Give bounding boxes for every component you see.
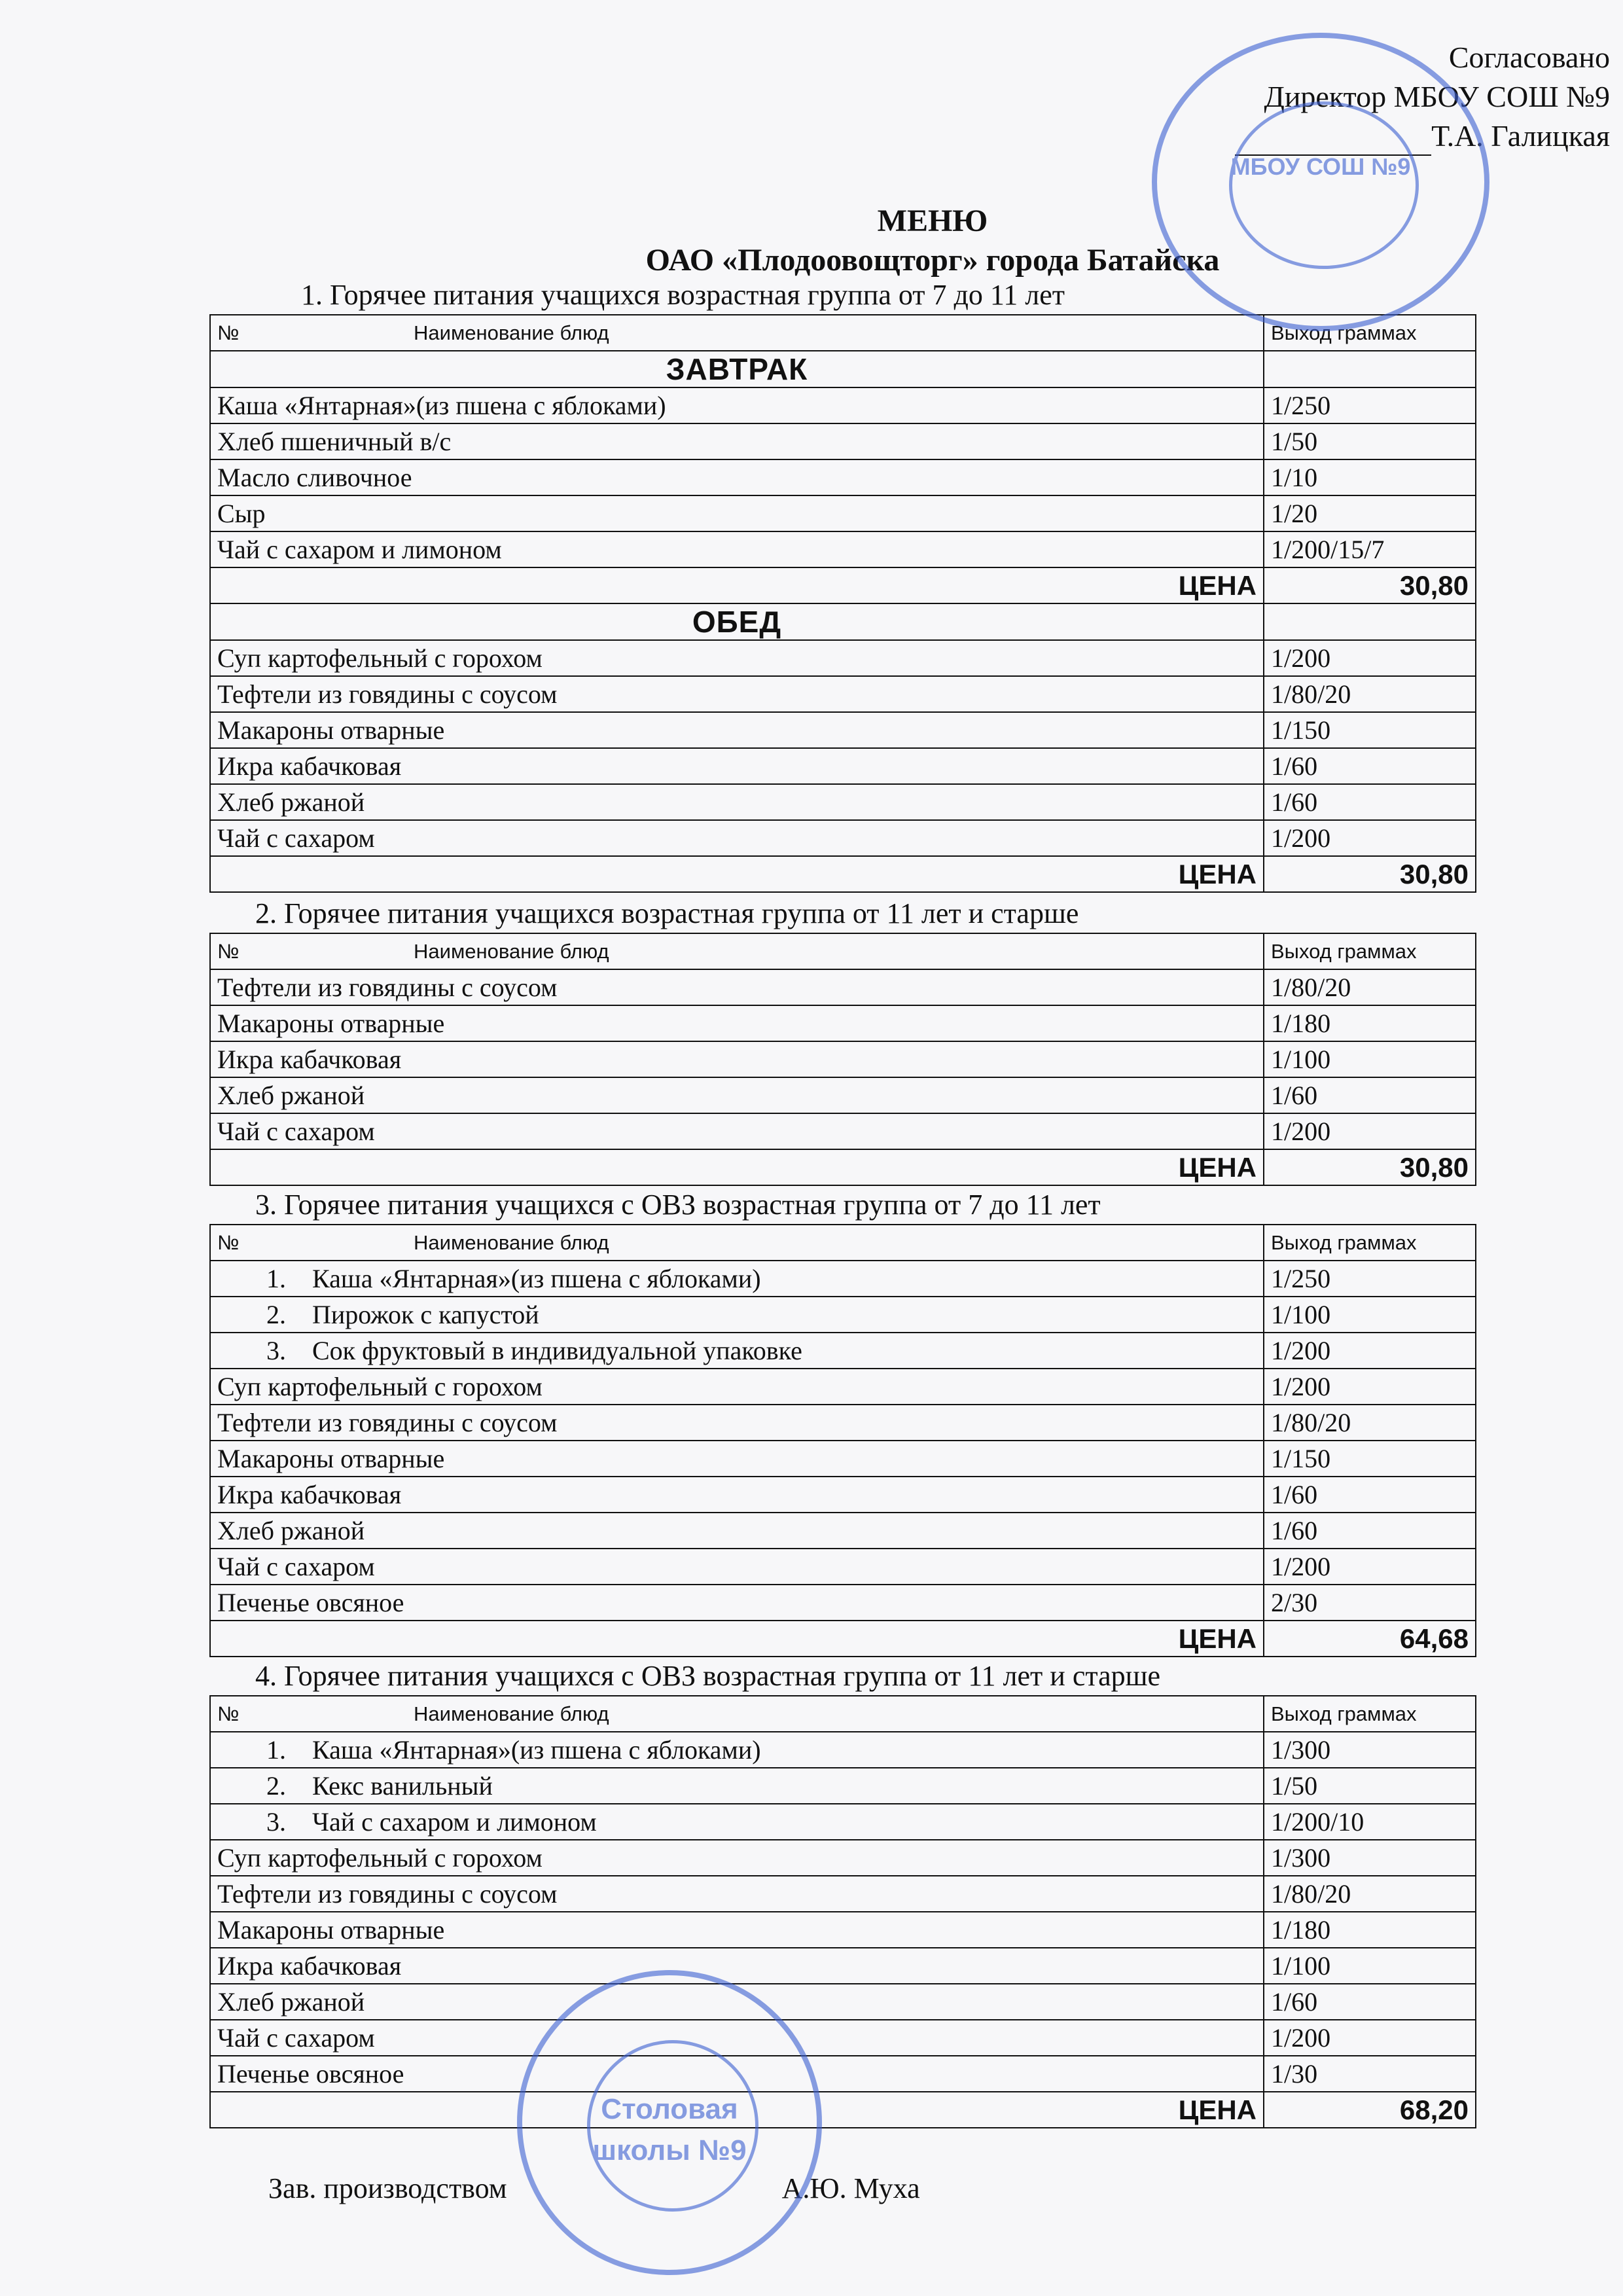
dish-name: Макароны отварные — [210, 712, 1264, 748]
dish-name: Чай с сахаром — [210, 820, 1264, 856]
dish-output: 1/150 — [1264, 1441, 1476, 1477]
header-output: Выход граммах — [1264, 933, 1476, 969]
dish-output: 1/50 — [1264, 1768, 1476, 1804]
dish-output: 1/80/20 — [1264, 1405, 1476, 1441]
header-dish-name: Наименование блюд — [414, 1230, 609, 1254]
price-label: ЦЕНА — [210, 2092, 1264, 2128]
table-row — [210, 676, 1476, 712]
item-index: 1. — [266, 1735, 286, 1765]
table-row — [210, 784, 1476, 820]
table-row — [210, 387, 1476, 423]
canteen-seal-line2: школы №9 — [592, 2134, 747, 2166]
table-row — [210, 423, 1476, 459]
table-row — [210, 1549, 1476, 1585]
table-row — [210, 1585, 1476, 1621]
header-dish-name: Наименование блюд — [414, 939, 609, 963]
dish-output: 1/150 — [1264, 712, 1476, 748]
table-row — [210, 1369, 1476, 1405]
dish-output: 1/80/20 — [1264, 1876, 1476, 1912]
price-label: ЦЕНА — [210, 1149, 1264, 1185]
school-seal-text: МБОУ СОШ №9 — [1230, 153, 1411, 180]
price-label: ЦЕНА — [210, 856, 1264, 892]
section-2-heading: 2. Горячее питания учащихся возрастная группа от 11 лет и старше — [255, 897, 1079, 929]
dish-name: Хлеб ржаной — [210, 784, 1264, 820]
table-row — [210, 1876, 1476, 1912]
footer-role: Зав. производством — [268, 2172, 507, 2204]
table-header-row — [210, 1225, 1476, 1261]
item-text: Пирожок с капустой — [312, 1300, 539, 1329]
price-row — [210, 856, 1476, 892]
table-row — [210, 459, 1476, 495]
dish-name: Чай с сахаром — [210, 1113, 1264, 1149]
price-row — [210, 2092, 1476, 2128]
dish-output: 1/60 — [1264, 1984, 1476, 2020]
table-row — [210, 820, 1476, 856]
table-row — [210, 2056, 1476, 2092]
dish-output: 1/250 — [1264, 387, 1476, 423]
price-label: ЦЕНА — [210, 567, 1264, 603]
header-output: Выход граммах — [1264, 315, 1476, 351]
header-number: № — [217, 1230, 240, 1254]
dish-output: 1/80/20 — [1264, 676, 1476, 712]
dish-output: 1/100 — [1264, 1948, 1476, 1984]
dish-name: Масло сливочное — [210, 459, 1264, 495]
dish-name: Тефтели из говядины с соусом — [210, 1405, 1264, 1441]
footer-name: А.Ю. Муха — [781, 2172, 920, 2204]
table-header-row — [210, 1696, 1476, 1732]
meal-row-lunch — [210, 603, 1476, 640]
table-row — [210, 1041, 1476, 1077]
menu-table-4 — [209, 1695, 1476, 2128]
dish-output: 1/200/15/7 — [1264, 531, 1476, 567]
dish-name: Макароны отварные — [210, 1005, 1264, 1041]
dish-output: 1/200 — [1264, 1113, 1476, 1149]
dish-output: 1/200 — [1264, 1333, 1476, 1369]
approval-status: Согласовано — [1448, 41, 1610, 74]
table-row — [210, 1732, 1476, 1768]
dish-name: Хлеб пшеничный в/с — [210, 423, 1264, 459]
item-index: 1. — [266, 1264, 286, 1293]
table-header-row — [210, 933, 1476, 969]
document-title: МЕНЮ — [877, 204, 988, 238]
dish-name: Чай с сахаром — [210, 1549, 1264, 1585]
table-row — [210, 1261, 1476, 1297]
table-row — [210, 1768, 1476, 1804]
dish-output: 1/10 — [1264, 459, 1476, 495]
table-row — [210, 1441, 1476, 1477]
dish-output: 1/60 — [1264, 1477, 1476, 1513]
table-row — [210, 1333, 1476, 1369]
dish-output: 1/60 — [1264, 1513, 1476, 1549]
dish-output: 1/200/10 — [1264, 1804, 1476, 1840]
menu-table-2 — [209, 933, 1476, 1186]
header-number: № — [217, 321, 240, 344]
dish-output: 1/300 — [1264, 1732, 1476, 1768]
dish-name — [210, 1768, 1264, 1804]
dish-output: 1/200 — [1264, 820, 1476, 856]
canteen-seal-line1: Столовая — [601, 2093, 738, 2125]
item-index: 2. — [266, 1771, 286, 1801]
dish-name: Икра кабачковая — [210, 1477, 1264, 1513]
approval-signatory-name: Т.А. Галицкая — [1431, 119, 1610, 152]
item-text: Каша «Янтарная»(из пшена с яблоками) — [312, 1735, 761, 1765]
dish-name: Суп картофельный с горохом — [210, 1840, 1264, 1876]
dish-name: Хлеб ржаной — [210, 1077, 1264, 1113]
meal-label: ЗАВТРАК — [210, 351, 1264, 387]
item-text: Чай с сахаром и лимоном — [312, 1807, 597, 1837]
table-row — [210, 1912, 1476, 1948]
section-3-heading: 3. Горячее питания учащихся с ОВЗ возрастная группа от 7 до 11 лет — [255, 1189, 1101, 1221]
dish-name: Икра кабачковая — [210, 1948, 1264, 1984]
price-value: 30,80 — [1264, 856, 1476, 892]
dish-name — [210, 1804, 1264, 1840]
header-dish-name: Наименование блюд — [414, 1702, 609, 1725]
approval-position: Директор МБОУ СОШ №9 — [1264, 80, 1610, 113]
table-row — [210, 1077, 1476, 1113]
dish-name: Печенье овсяное — [210, 2056, 1264, 2092]
dish-name: Макароны отварные — [210, 1912, 1264, 1948]
table-row — [210, 1984, 1476, 2020]
price-value: 30,80 — [1264, 567, 1476, 603]
table-row — [210, 640, 1476, 676]
meal-row-breakfast — [210, 351, 1476, 387]
item-index: 2. — [266, 1300, 286, 1329]
price-value: 30,80 — [1264, 1149, 1476, 1185]
table-row — [210, 1005, 1476, 1041]
item-text: Сок фруктовый в индивидуальной упаковке — [312, 1336, 802, 1365]
dish-name: Тефтели из говядины с соусом — [210, 676, 1264, 712]
table-row — [210, 1477, 1476, 1513]
dish-name: Печенье овсяное — [210, 1585, 1264, 1621]
dish-output: 1/50 — [1264, 423, 1476, 459]
price-row — [210, 1149, 1476, 1185]
dish-name: Суп картофельный с горохом — [210, 640, 1264, 676]
dish-output: 1/180 — [1264, 1912, 1476, 1948]
menu-table-3 — [209, 1224, 1476, 1657]
table-row — [210, 748, 1476, 784]
dish-output: 1/60 — [1264, 1077, 1476, 1113]
table-row — [210, 2020, 1476, 2056]
section-1-heading: 1. Горячее питания учащихся возрастная группа от 7 до 11 лет — [301, 279, 1065, 311]
dish-name: Тефтели из говядины с соусом — [210, 1876, 1264, 1912]
dish-output: 1/200 — [1264, 2020, 1476, 2056]
dish-name: Чай с сахаром и лимоном — [210, 531, 1264, 567]
dish-output: 1/100 — [1264, 1041, 1476, 1077]
table-row — [210, 712, 1476, 748]
dish-output: 1/60 — [1264, 748, 1476, 784]
price-label: ЦЕНА — [210, 1621, 1264, 1657]
dish-name: Тефтели из говядины с соусом — [210, 969, 1264, 1005]
item-index: 3. — [266, 1336, 286, 1365]
dish-output: 1/200 — [1264, 640, 1476, 676]
dish-name: Макароны отварные — [210, 1441, 1264, 1477]
price-row — [210, 567, 1476, 603]
dish-name: Хлеб ржаной — [210, 1984, 1264, 2020]
dish-name: Хлеб ржаной — [210, 1513, 1264, 1549]
table-row — [210, 1513, 1476, 1549]
dish-output: 1/250 — [1264, 1261, 1476, 1297]
section-4-heading: 4. Горячее питания учащихся с ОВЗ возрастная группа от 11 лет и старше — [255, 1660, 1161, 1692]
dish-output: 1/100 — [1264, 1297, 1476, 1333]
item-text: Кекс ванильный — [312, 1771, 493, 1801]
table-row — [210, 1948, 1476, 1984]
dish-output: 1/300 — [1264, 1840, 1476, 1876]
dish-name: Суп картофельный с горохом — [210, 1369, 1264, 1405]
table-row — [210, 495, 1476, 531]
dish-output: 2/30 — [1264, 1585, 1476, 1621]
dish-output: 1/60 — [1264, 784, 1476, 820]
header-number: № — [217, 1702, 240, 1725]
item-index: 3. — [266, 1807, 286, 1837]
dish-name: Чай с сахаром — [210, 2020, 1264, 2056]
header-dish-name: Наименование блюд — [414, 321, 609, 344]
dish-name: Икра кабачковая — [210, 1041, 1264, 1077]
dish-output: 1/180 — [1264, 1005, 1476, 1041]
dish-name — [210, 1333, 1264, 1369]
document-subtitle: ОАО «Плодоовощторг» города Батайска — [645, 243, 1220, 278]
dish-name: Сыр — [210, 495, 1264, 531]
table-row — [210, 1113, 1476, 1149]
price-value: 64,68 — [1264, 1621, 1476, 1657]
menu-table-1 — [209, 314, 1476, 893]
table-row — [210, 1804, 1476, 1840]
meal-label: ОБЕД — [210, 603, 1264, 640]
dish-name: Икра кабачковая — [210, 748, 1264, 784]
dish-name — [210, 1732, 1264, 1768]
canteen-seal-stamp — [517, 1970, 822, 2275]
dish-name: Каша «Янтарная»(из пшена с яблоками) — [210, 387, 1264, 423]
dish-name — [210, 1261, 1264, 1297]
dish-output: 1/20 — [1264, 495, 1476, 531]
header-number: № — [217, 939, 240, 963]
dish-output: 1/30 — [1264, 2056, 1476, 2092]
dish-output: 1/200 — [1264, 1369, 1476, 1405]
school-seal-stamp — [1152, 33, 1489, 331]
header-output: Выход граммах — [1264, 1696, 1476, 1732]
dish-output: 1/80/20 — [1264, 969, 1476, 1005]
table-row — [210, 1405, 1476, 1441]
price-value: 68,20 — [1264, 2092, 1476, 2128]
dish-output: 1/200 — [1264, 1549, 1476, 1585]
table-row — [210, 1297, 1476, 1333]
item-text: Каша «Янтарная»(из пшена с яблоками) — [312, 1264, 761, 1293]
table-row — [210, 531, 1476, 567]
header-output: Выход граммах — [1264, 1225, 1476, 1261]
price-row — [210, 1621, 1476, 1657]
dish-name — [210, 1297, 1264, 1333]
table-row — [210, 969, 1476, 1005]
table-row — [210, 1840, 1476, 1876]
